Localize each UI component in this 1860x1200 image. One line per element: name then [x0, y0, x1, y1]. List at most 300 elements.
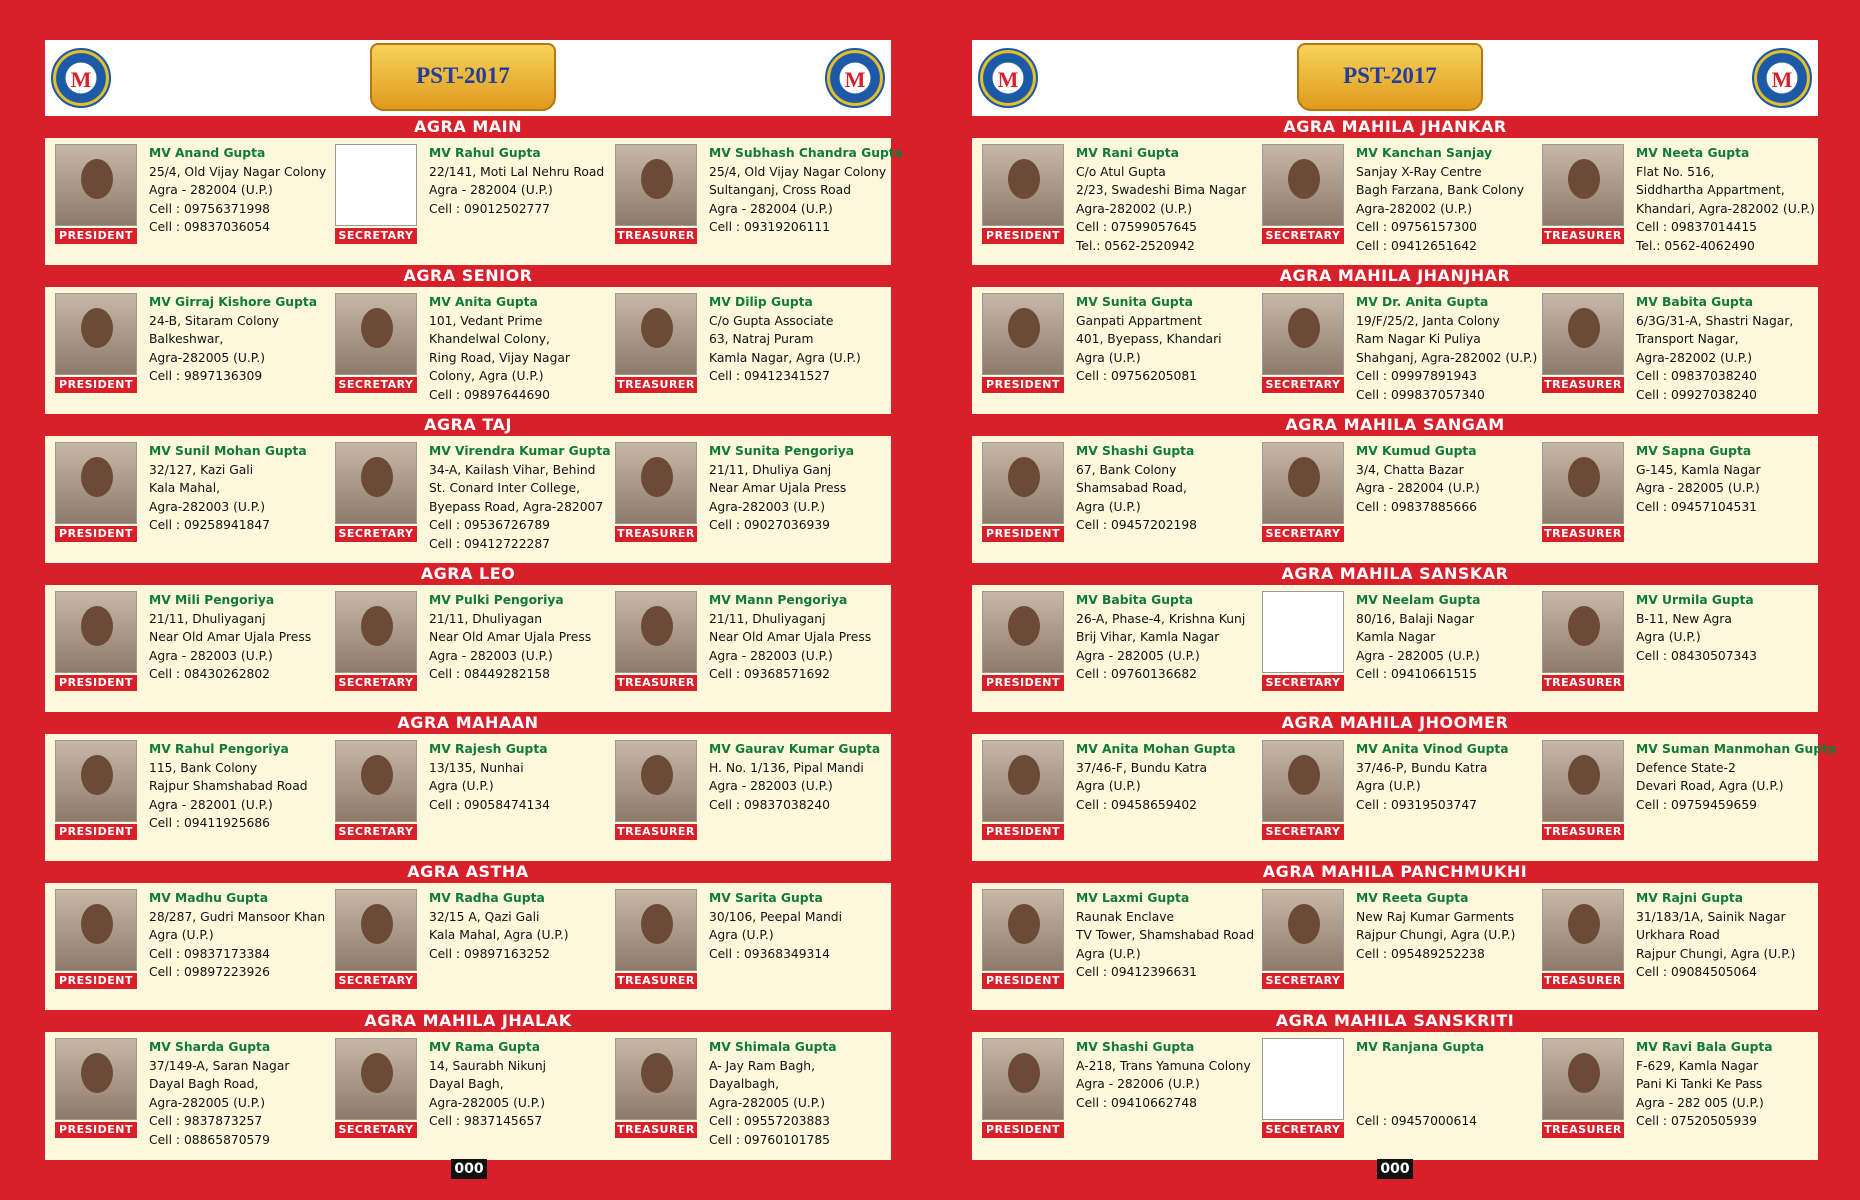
member-photo: [615, 591, 697, 673]
member-card: [1262, 442, 1542, 563]
address-line: Near Old Amar Ujala Press: [429, 630, 592, 644]
club-section: [972, 265, 1818, 414]
member-photo: [1542, 591, 1624, 673]
role-badge: SECRETARY: [1262, 824, 1344, 840]
address-line: 21/11, Dhuliya Ganj: [709, 462, 832, 477]
member-name: MV Sapna Gupta: [1636, 444, 1752, 458]
role-badge: PRESIDENT: [55, 824, 137, 840]
address-line: Cell : 09410662748: [1076, 1095, 1198, 1110]
member-photo: [1262, 442, 1344, 524]
member-card: [615, 740, 881, 861]
address-line: Agra (U.P.): [709, 928, 774, 942]
member-card: [982, 293, 1262, 414]
member-photo: [1262, 293, 1344, 375]
address-line: Agra (U.P.): [1076, 946, 1141, 961]
section-title: AGRA MAIN: [45, 116, 891, 138]
address-line: Agra-282002 (U.P.): [1636, 350, 1753, 365]
address-line: Cell : 09368571692: [709, 667, 831, 681]
address-line: Cell : 09760101785: [709, 1132, 831, 1147]
member-name: MV Neelam Gupta: [1356, 593, 1481, 607]
address-line: 63, Natraj Puram: [709, 332, 814, 346]
member-photo: [335, 293, 417, 375]
address-line: Pani Ki Tanki Ke Pass: [1636, 1077, 1763, 1091]
address-line: Sanjay X-Ray Centre: [1356, 164, 1482, 179]
address-line: Cell : 09837038240: [1636, 369, 1758, 383]
address-line: Cell : 09759459659: [1636, 797, 1758, 812]
address-line: 2/23, Swadeshi Bima Nagar: [1076, 183, 1247, 197]
address-line: Cell : 09897163252: [429, 946, 551, 961]
address-line: Agra-282005 (U.P.): [149, 1095, 266, 1110]
address-line: 115, Bank Colony: [149, 760, 258, 775]
member-card: [982, 889, 1262, 1010]
member-name: MV Suman Manmohan Gupta: [1636, 742, 1837, 756]
section-title: AGRA MAHILA SANSKRITI: [972, 1010, 1818, 1032]
address-line: Cell : 09319206111: [709, 220, 831, 234]
member-card: [1542, 1038, 1808, 1159]
page-number: 000: [1377, 1159, 1413, 1179]
club-section: [45, 116, 903, 265]
member-name: MV Mann Pengoriya: [709, 593, 848, 607]
member-photo: [982, 442, 1064, 524]
address-line: Agra-282005 (U.P.): [429, 1095, 546, 1110]
address-line: Balkeshwar,: [149, 332, 224, 346]
role-badge: TREASURER: [615, 824, 697, 840]
member-card: [1262, 740, 1542, 861]
member-photo: [982, 1038, 1064, 1120]
page-title: PST-2017: [1343, 63, 1437, 88]
club-section: [972, 116, 1818, 265]
address-line: Agra (U.P.): [1636, 630, 1701, 644]
member-photo: [335, 591, 417, 673]
address-line: Byepass Road, Agra-282007: [429, 499, 604, 514]
address-line: Agra-282002 (U.P.): [1076, 201, 1193, 216]
address-line: Cell : 9837145657: [429, 1114, 543, 1128]
address-line: 21/11, Dhuliyaganj: [149, 611, 266, 626]
address-line: Cell : 09457000614: [1356, 1114, 1478, 1128]
address-line: Cell : 08430507343: [1636, 648, 1758, 663]
address-line: Agra-282003 (U.P.): [709, 499, 826, 514]
address-line: 6/3G/31-A, Shastri Nagar,: [1636, 313, 1794, 328]
address-line: 37/46-F, Bundu Katra: [1076, 760, 1208, 775]
address-line: Cell : 09319503747: [1356, 797, 1478, 812]
member-name: MV Laxmi Gupta: [1076, 891, 1190, 905]
address-line: Ram Nagar Ki Puliya: [1356, 332, 1481, 346]
address-line: Cell : 095489252238: [1356, 946, 1485, 961]
address-line: 28/287, Gudri Mansoor Khan: [149, 909, 326, 924]
member-photo: [335, 889, 417, 971]
address-line: Tel.: 0562-4062490: [1636, 238, 1755, 253]
address-line: Cell : 09411925686: [149, 816, 271, 830]
member-photo: [615, 293, 697, 375]
address-line: G-145, Kamla Nagar: [1636, 462, 1761, 477]
member-photo: [615, 889, 697, 971]
address-line: Brij Vihar, Kamla Nagar: [1076, 630, 1220, 644]
address-line: Cell : 09412396631: [1076, 965, 1198, 979]
address-line: Rajpur Chungi, Agra (U.P.): [1636, 946, 1796, 961]
role-badge: PRESIDENT: [55, 377, 137, 393]
page-header: [45, 40, 891, 116]
club-section: [45, 563, 891, 712]
club-logo-icon: [1752, 48, 1812, 108]
member-card: [615, 1038, 881, 1159]
member-photo: [615, 740, 697, 822]
member-name: MV Madhu Gupta: [149, 891, 268, 905]
section-title: AGRA MAHILA PANCHMUKHI: [972, 861, 1818, 883]
address-line: Agra-282005 (U.P.): [149, 350, 266, 365]
address-line: St. Conard Inter College,: [429, 481, 580, 495]
member-name: MV Rahul Pengoriya: [149, 742, 289, 756]
address-line: Raunak Enclave: [1076, 909, 1175, 924]
section-title: AGRA SENIOR: [45, 265, 891, 287]
section-title: AGRA MAHILA JHANKAR: [972, 116, 1818, 138]
address-line: Cell : 09756205081: [1076, 369, 1198, 383]
member-name: MV Sharda Gupta: [149, 1040, 271, 1054]
address-line: Agra (U.P.): [1356, 779, 1421, 793]
address-line: Cell : 09412341527: [709, 369, 831, 383]
address-line: Tel.: 0562-2520942: [1076, 238, 1195, 253]
address-line: Cell : 9897136309: [149, 369, 263, 383]
address-line: Flat No. 516,: [1636, 164, 1715, 179]
address-line: Dayal Bagh,: [429, 1077, 504, 1091]
address-line: Dayal Bagh Road,: [149, 1077, 259, 1091]
club-logo-icon: [825, 48, 885, 108]
member-photo: [55, 889, 137, 971]
address-line: Cell : 09927038240: [1636, 387, 1758, 402]
address-line: Near Old Amar Ujala Press: [709, 630, 872, 644]
address-line: Kamla Nagar: [1356, 630, 1436, 644]
club-section: [45, 414, 891, 563]
member-card: [55, 1038, 335, 1159]
address-line: Cell : 09258941847: [149, 518, 271, 532]
address-line: Transport Nagar,: [1636, 332, 1739, 346]
directory-page-left: [45, 40, 903, 1160]
address-line: Cell : 09536726789: [429, 518, 551, 532]
club-logo-icon: [51, 48, 111, 108]
address-line: Agra - 282005 (U.P.): [1076, 648, 1200, 663]
member-name: MV Neeta Gupta: [1636, 146, 1750, 160]
member-card: [982, 144, 1262, 265]
address-line: 101, Vedant Prime: [429, 313, 543, 328]
address-line: Cell : 09897223926: [149, 965, 271, 979]
member-photo: [55, 293, 137, 375]
address-line: Defence State-2: [1636, 760, 1736, 775]
address-line: Ring Road, Vijay Nagar: [429, 350, 570, 365]
address-line: Agra - 282005 (U.P.): [1356, 648, 1480, 663]
address-line: C/o Gupta Associate: [709, 313, 834, 328]
role-badge: TREASURER: [1542, 824, 1624, 840]
address-line: Agra - 282 005 (U.P.): [1636, 1095, 1764, 1110]
member-photo: [55, 1038, 137, 1120]
address-line: 22/141, Moti Lal Nehru Road: [429, 164, 605, 179]
member-photo: [55, 591, 137, 673]
address-line: Cell : 09058474134: [429, 797, 551, 812]
member-card: [55, 442, 335, 563]
address-line: 26-A, Phase-4, Krishna Kunj: [1076, 611, 1246, 626]
member-photo: [982, 591, 1064, 673]
address-line: Shahganj, Agra-282002 (U.P.): [1356, 350, 1538, 365]
member-card: [335, 740, 615, 861]
role-badge: PRESIDENT: [982, 377, 1064, 393]
member-name: MV Pulki Pengoriya: [429, 593, 564, 607]
address-line: Shamsabad Road,: [1076, 481, 1187, 495]
address-line: Urkhara Road: [1636, 928, 1720, 942]
role-badge: PRESIDENT: [55, 526, 137, 542]
member-name: MV Kanchan Sanjay: [1356, 146, 1493, 160]
address-line: Cell : 09084505064: [1636, 965, 1758, 979]
address-line: Cell : 09412651642: [1356, 238, 1478, 253]
club-section: [972, 563, 1818, 712]
role-badge: TREASURER: [615, 228, 697, 244]
club-section: [45, 1010, 891, 1159]
member-card: [1542, 740, 1837, 861]
member-card: [1542, 144, 1815, 265]
address-line: 19/F/25/2, Janta Colony: [1356, 313, 1500, 328]
address-line: 32/127, Kazi Gali: [149, 462, 254, 477]
address-line: 37/149-A, Saran Nagar: [149, 1058, 290, 1073]
member-photo: [1262, 889, 1344, 971]
address-line: Agra-282003 (U.P.): [149, 499, 266, 514]
address-line: Colony, Agra (U.P.): [429, 369, 544, 383]
role-badge: TREASURER: [615, 1122, 697, 1138]
member-photo: [1262, 740, 1344, 822]
member-name: MV Rama Gupta: [429, 1040, 541, 1054]
role-badge: SECRETARY: [335, 824, 417, 840]
address-line: 25/4, Old Vijay Nagar Colony: [709, 164, 887, 179]
role-badge: TREASURER: [1542, 228, 1624, 244]
member-name: MV Ravi Bala Gupta: [1636, 1040, 1773, 1054]
role-badge: SECRETARY: [335, 228, 417, 244]
address-line: Cell : 9837873257: [149, 1114, 263, 1128]
address-line: Near Old Amar Ujala Press: [149, 630, 312, 644]
role-badge: SECRETARY: [1262, 1122, 1344, 1138]
address-line: Cell : 09760136682: [1076, 667, 1198, 681]
address-line: 32/15 A, Qazi Gali: [429, 909, 540, 924]
address-line: Agra (U.P.): [1076, 350, 1141, 365]
role-badge: SECRETARY: [335, 973, 417, 989]
member-photo: [55, 740, 137, 822]
address-line: Siddhartha Appartment,: [1636, 183, 1785, 197]
member-photo: [1542, 293, 1624, 375]
address-line: Cell : 09368349314: [709, 946, 831, 961]
role-badge: SECRETARY: [1262, 526, 1344, 542]
address-line: 30/106, Peepal Mandi: [709, 909, 843, 924]
directory-page-right: [972, 40, 1837, 1160]
member-name: MV Radha Gupta: [429, 891, 545, 905]
member-photo: [615, 144, 697, 226]
role-badge: TREASURER: [615, 377, 697, 393]
member-card: [615, 591, 881, 712]
member-photo: [1262, 1038, 1344, 1120]
address-line: H. No. 1/136, Pipal Mandi: [709, 760, 864, 775]
section-title: AGRA MAHILA JHOOMER: [972, 712, 1818, 734]
address-line: [1356, 1075, 1484, 1094]
role-badge: PRESIDENT: [982, 526, 1064, 542]
address-line: 24-B, Sitaram Colony: [149, 313, 280, 328]
member-name: MV Sunita Gupta: [1076, 295, 1193, 309]
member-card: [1542, 889, 1808, 1010]
role-badge: TREASURER: [1542, 973, 1624, 989]
member-card: [1262, 1038, 1542, 1159]
member-name: MV Gaurav Kumar Gupta: [709, 742, 881, 756]
member-name: MV Anand Gupta: [149, 146, 266, 160]
address-line: Agra - 282004 (U.P.): [1356, 481, 1480, 495]
address-line: Rajpur Shamshabad Road: [149, 779, 308, 793]
section-title: AGRA ASTHA: [45, 861, 891, 883]
role-badge: TREASURER: [1542, 675, 1624, 691]
member-card: [615, 293, 881, 414]
club-section: [972, 861, 1818, 1010]
address-line: Cell : 09837885666: [1356, 499, 1478, 514]
section-title: AGRA MAHILA JHANJHAR: [972, 265, 1818, 287]
member-name: MV Virendra Kumar Gupta: [429, 444, 611, 458]
address-line: 80/16, Balaji Nagar: [1356, 611, 1475, 626]
address-line: 14, Saurabh Nikunj: [429, 1058, 547, 1073]
address-line: [1356, 1057, 1484, 1076]
member-name: MV Girraj Kishore Gupta: [149, 295, 318, 309]
member-card: [335, 144, 615, 265]
member-card: [55, 144, 335, 265]
role-badge: SECRETARY: [335, 1122, 417, 1138]
member-name: MV Sunil Mohan Gupta: [149, 444, 307, 458]
section-title: AGRA MAHILA SANSKAR: [972, 563, 1818, 585]
address-line: Dayalbagh,: [709, 1077, 780, 1091]
address-line: 3/4, Chatta Bazar: [1356, 462, 1464, 477]
address-line: Cell : 09557203883: [709, 1114, 831, 1128]
club-section: [972, 1010, 1818, 1159]
role-badge: PRESIDENT: [55, 1122, 137, 1138]
role-badge: PRESIDENT: [982, 824, 1064, 840]
member-photo: [335, 442, 417, 524]
role-badge: SECRETARY: [1262, 228, 1344, 244]
address-line: Cell : 09756371998: [149, 201, 271, 216]
page-header: [972, 40, 1818, 116]
address-line: Cell : 09412722287: [429, 536, 551, 551]
role-badge: TREASURER: [615, 973, 697, 989]
address-line: Cell : 09837173384: [149, 946, 271, 961]
address-line: Agra - 282005 (U.P.): [1636, 481, 1760, 495]
member-card: [335, 591, 615, 712]
address-line: Cell : 09012502777: [429, 201, 551, 216]
address-line: Khandari, Agra-282002 (U.P.): [1636, 201, 1815, 216]
role-badge: TREASURER: [1542, 526, 1624, 542]
member-card: [55, 889, 335, 1010]
address-line: Cell : 09756157300: [1356, 220, 1478, 234]
address-line: Cell : 09457202198: [1076, 518, 1198, 532]
address-line: Sultanganj, Cross Road: [709, 183, 852, 197]
member-name: MV Shashi Gupta: [1076, 1040, 1195, 1054]
member-card: [1542, 442, 1808, 563]
member-card: [982, 1038, 1262, 1159]
address-line: Cell : 09837036054: [149, 220, 271, 234]
address-line: Ganpati Appartment: [1076, 313, 1202, 328]
address-line: 34-A, Kailash Vihar, Behind: [429, 462, 596, 477]
member-photo: [615, 1038, 697, 1120]
member-photo: [1262, 144, 1344, 226]
member-card: [55, 591, 335, 712]
member-name: MV Shashi Gupta: [1076, 444, 1195, 458]
member-photo: [982, 293, 1064, 375]
member-name: MV Babita Gupta: [1076, 593, 1194, 607]
address-line: Rajpur Chungi, Agra (U.P.): [1356, 928, 1516, 942]
member-photo: [982, 740, 1064, 822]
address-line: 401, Byepass, Khandari: [1076, 332, 1222, 346]
member-card: [982, 740, 1262, 861]
member-photo: [335, 144, 417, 226]
member-photo: [615, 442, 697, 524]
address-line: Cell : 08430262802: [149, 667, 271, 681]
address-line: TV Tower, Shamshabad Road: [1076, 928, 1255, 942]
address-line: Cell : 099837057340: [1356, 387, 1485, 402]
address-line: Cell : 07520505939: [1636, 1114, 1758, 1128]
address-line: 67, Bank Colony: [1076, 462, 1177, 477]
member-photo: [1542, 144, 1624, 226]
member-card: [1542, 293, 1808, 414]
member-name: MV Mili Pengoriya: [149, 593, 275, 607]
member-name: MV Anita Mohan Gupta: [1076, 742, 1236, 756]
member-name: MV Subhash Chandra Gupta: [709, 146, 903, 160]
role-badge: PRESIDENT: [982, 675, 1064, 691]
address-line: C/o Atul Gupta: [1076, 164, 1166, 179]
address-line: Cell : 09837014415: [1636, 220, 1758, 234]
member-card: [1262, 889, 1542, 1010]
member-card: [1262, 144, 1542, 265]
role-badge: PRESIDENT: [982, 1122, 1064, 1138]
role-badge: SECRETARY: [335, 675, 417, 691]
page-title: PST-2017: [416, 63, 510, 88]
role-badge: PRESIDENT: [55, 228, 137, 244]
address-line: Cell : 09458659402: [1076, 797, 1198, 812]
address-line: Agra - 282001 (U.P.): [149, 797, 273, 812]
member-photo: [55, 144, 137, 226]
member-name: MV Anita Gupta: [429, 295, 538, 309]
member-name: MV Rani Gupta: [1076, 146, 1179, 160]
address-line: Agra - 282004 (U.P.): [149, 183, 273, 197]
member-card: [335, 293, 615, 414]
member-card: [1262, 293, 1542, 414]
role-badge: SECRETARY: [1262, 377, 1344, 393]
role-badge: SECRETARY: [1262, 675, 1344, 691]
member-card: [1542, 591, 1808, 712]
member-name: MV Urmila Gupta: [1636, 593, 1754, 607]
member-photo: [1262, 591, 1344, 673]
role-badge: SECRETARY: [1262, 973, 1344, 989]
role-badge: PRESIDENT: [982, 973, 1064, 989]
member-name: MV Rahul Gupta: [429, 146, 541, 160]
member-name: MV Dr. Anita Gupta: [1356, 295, 1489, 309]
address-line: Cell : 07599057645: [1076, 220, 1198, 234]
member-photo: [335, 740, 417, 822]
address-line: Kala Mahal,: [149, 481, 221, 495]
member-photo: [1542, 889, 1624, 971]
section-title: AGRA LEO: [45, 563, 891, 585]
address-line: 37/46-P, Bundu Katra: [1356, 760, 1488, 775]
member-name: MV Rajesh Gupta: [429, 742, 548, 756]
address-line: Agra - 282003 (U.P.): [429, 648, 553, 663]
member-photo: [335, 1038, 417, 1120]
club-section: [45, 712, 891, 861]
address-line: [1356, 1094, 1484, 1113]
member-card: [1262, 591, 1542, 712]
role-badge: SECRETARY: [335, 377, 417, 393]
club-logo-icon: [978, 48, 1038, 108]
member-card: [335, 889, 615, 1010]
member-name: MV Anita Vinod Gupta: [1356, 742, 1509, 756]
role-badge: SECRETARY: [335, 526, 417, 542]
club-section: [45, 861, 891, 1010]
member-name: MV Babita Gupta: [1636, 295, 1754, 309]
address-line: Agra (U.P.): [149, 928, 214, 942]
address-line: Cell : 09897644690: [429, 387, 551, 402]
